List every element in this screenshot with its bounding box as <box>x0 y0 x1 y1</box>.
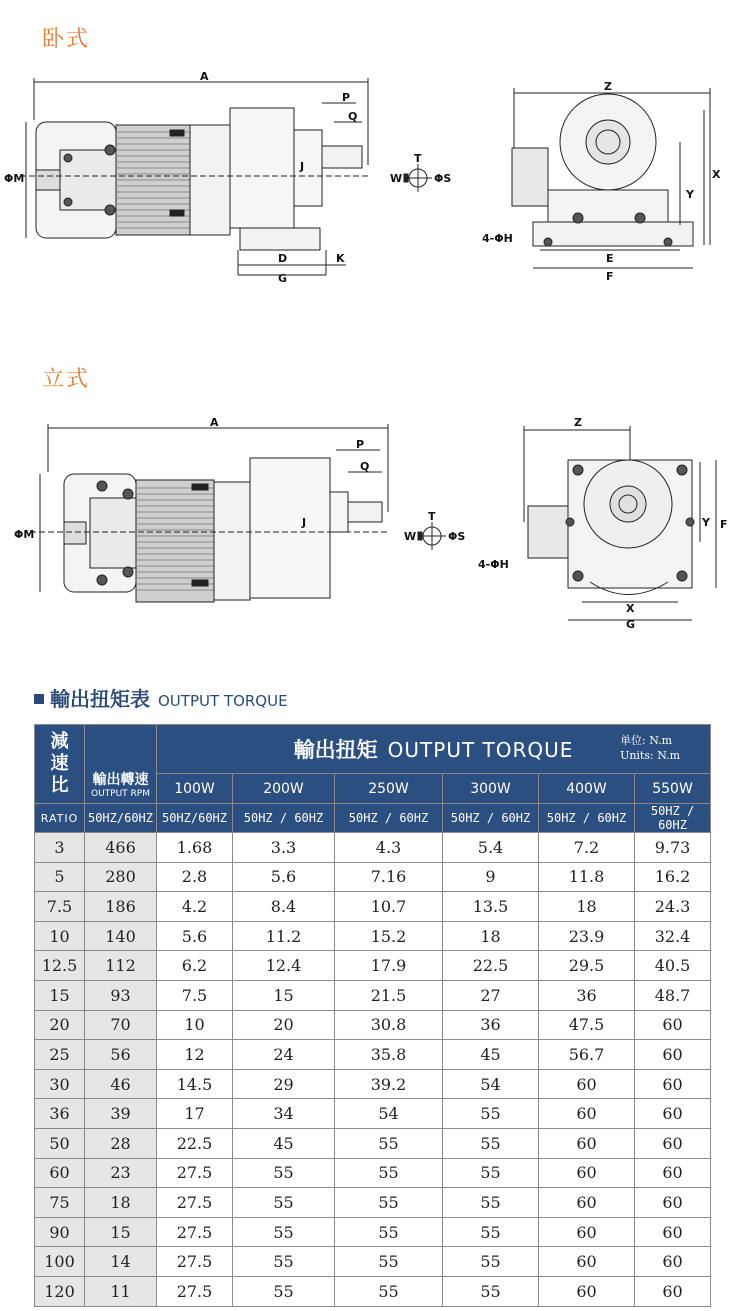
torque-cell: 10.7 <box>335 892 443 922</box>
torque-cell: 55 <box>335 1158 443 1188</box>
v-dim-label-x: X <box>626 602 635 615</box>
table-row <box>35 1217 711 1247</box>
torque-cell: 7.16 <box>335 862 443 892</box>
power-header: 250W <box>335 774 443 804</box>
torque-cell: 60 <box>539 1069 635 1099</box>
v-dim-label-s: ΦS <box>448 530 466 543</box>
rpm-cell: 280 <box>85 862 157 892</box>
torque-cell: 32.4 <box>635 921 711 951</box>
torque-cell: 54 <box>335 1099 443 1129</box>
torque-cell: 47.5 <box>539 1010 635 1040</box>
ratio-cell: 36 <box>35 1099 85 1129</box>
torque-cell: 60 <box>539 1128 635 1158</box>
torque-cell: 55 <box>335 1217 443 1247</box>
torque-title-header <box>157 725 711 774</box>
torque-cell: 11.8 <box>539 862 635 892</box>
rpm-cell: 112 <box>85 951 157 981</box>
rpm-cell: 70 <box>85 1010 157 1040</box>
hz-header: 50HZ / 60HZ <box>443 804 539 833</box>
torque-cell: 55 <box>443 1128 539 1158</box>
ratio-header-en: RATIO <box>35 804 85 833</box>
torque-cell: 55 <box>443 1099 539 1129</box>
units-en: Units: N.m <box>620 749 681 762</box>
torque-cell: 5.6 <box>157 921 233 951</box>
torque-cell: 10 <box>157 1010 233 1040</box>
torque-cell: 55 <box>443 1188 539 1218</box>
dim-label-h: 4-ΦH <box>482 232 513 245</box>
torque-cell: 27.5 <box>157 1188 233 1218</box>
ratio-cell: 3 <box>35 833 85 863</box>
torque-cell: 27 <box>443 980 539 1010</box>
torque-cell: 45 <box>443 1040 539 1070</box>
torque-cell: 5.4 <box>443 833 539 863</box>
torque-cell: 17.9 <box>335 951 443 981</box>
table-row <box>35 833 711 863</box>
ratio-header-zh-3: 比 <box>50 775 69 796</box>
ratio-header-zh-1: 減 <box>50 731 69 752</box>
torque-table <box>34 724 711 1307</box>
table-row <box>35 892 711 922</box>
torque-cell: 55 <box>443 1217 539 1247</box>
torque-cell: 9.73 <box>635 833 711 863</box>
hz-header: 50HZ / 60HZ <box>635 804 711 833</box>
torque-cell: 55 <box>335 1128 443 1158</box>
rpm-cell: 14 <box>85 1247 157 1277</box>
torque-cell: 55 <box>443 1158 539 1188</box>
torque-cell: 35.8 <box>335 1040 443 1070</box>
ratio-cell: 20 <box>35 1010 85 1040</box>
v-dim-label-y: Y <box>702 516 710 529</box>
torque-cell: 29 <box>233 1069 335 1099</box>
torque-cell: 60 <box>539 1188 635 1218</box>
torque-cell: 54 <box>443 1069 539 1099</box>
torque-cell: 4.2 <box>157 892 233 922</box>
vertical-drawing-svg <box>0 412 750 637</box>
dim-label-s: ΦS <box>434 172 452 185</box>
ratio-cell: 90 <box>35 1217 85 1247</box>
torque-cell: 7.5 <box>157 980 233 1010</box>
v-dim-label-z: Z <box>574 416 582 429</box>
ratio-cell: 10 <box>35 921 85 951</box>
torque-cell: 11.2 <box>233 921 335 951</box>
torque-table-body <box>35 833 711 1307</box>
table-row <box>35 1040 711 1070</box>
torque-cell: 60 <box>635 1040 711 1070</box>
torque-cell: 55 <box>335 1247 443 1277</box>
dim-label-z: Z <box>604 80 612 93</box>
torque-cell: 13.5 <box>443 892 539 922</box>
torque-title-zh: 輸出扭矩 <box>293 738 378 762</box>
torque-cell: 55 <box>233 1247 335 1277</box>
torque-cell: 55 <box>335 1188 443 1218</box>
torque-cell: 22.5 <box>157 1128 233 1158</box>
torque-cell: 55 <box>233 1276 335 1306</box>
rpm-header-zh: 輸出轉速 <box>92 772 149 788</box>
units-zh: 单位: N.m <box>620 734 673 747</box>
torque-cell: 55 <box>443 1247 539 1277</box>
dim-label-j: J <box>300 160 305 173</box>
rpm-cell: 28 <box>85 1128 157 1158</box>
torque-cell: 15 <box>233 980 335 1010</box>
torque-cell: 24 <box>233 1040 335 1070</box>
dim-label-q: Q <box>348 110 358 123</box>
torque-cell: 36 <box>443 1010 539 1040</box>
ratio-cell: 120 <box>35 1276 85 1306</box>
torque-cell: 5.6 <box>233 862 335 892</box>
ratio-cell: 12.5 <box>35 951 85 981</box>
table-row <box>35 1247 711 1277</box>
torque-cell: 60 <box>635 1010 711 1040</box>
torque-cell: 60 <box>539 1158 635 1188</box>
torque-cell: 14.5 <box>157 1069 233 1099</box>
dim-label-k: K <box>336 252 345 265</box>
torque-cell: 60 <box>539 1247 635 1277</box>
rpm-header-en: OUTPUT RPM <box>91 789 150 799</box>
rpm-hz-header: 50HZ/60HZ <box>85 804 157 833</box>
torque-cell: 30.8 <box>335 1010 443 1040</box>
table-row <box>35 980 711 1010</box>
torque-cell: 9 <box>443 862 539 892</box>
torque-cell: 55 <box>335 1276 443 1306</box>
table-row <box>35 1128 711 1158</box>
torque-cell: 21.5 <box>335 980 443 1010</box>
torque-cell: 17 <box>157 1099 233 1129</box>
torque-cell: 60 <box>635 1069 711 1099</box>
v-dim-label-t: T <box>428 510 436 523</box>
torque-cell: 27.5 <box>157 1217 233 1247</box>
hz-header: 50HZ / 60HZ <box>539 804 635 833</box>
table-row <box>35 862 711 892</box>
ratio-header-zh-2: 速 <box>50 753 69 774</box>
rpm-cell: 466 <box>85 833 157 863</box>
dim-label-w: W <box>390 172 403 185</box>
torque-cell: 60 <box>635 1099 711 1129</box>
torque-title-en: OUTPUT TORQUE <box>387 738 574 762</box>
torque-heading-en: OUTPUT TORQUE <box>158 692 288 710</box>
torque-cell: 22.5 <box>443 951 539 981</box>
torque-cell: 60 <box>539 1099 635 1129</box>
torque-cell: 55 <box>233 1158 335 1188</box>
rpm-cell: 93 <box>85 980 157 1010</box>
dim-label-g: G <box>278 272 288 285</box>
torque-cell: 7.2 <box>539 833 635 863</box>
v-dim-label-h: 4-ΦH <box>478 558 509 571</box>
rpm-cell: 56 <box>85 1040 157 1070</box>
v-dim-label-q: Q <box>360 460 370 473</box>
torque-cell: 1.68 <box>157 833 233 863</box>
torque-cell: 34 <box>233 1099 335 1129</box>
v-dim-label-j: J <box>302 516 307 529</box>
v-dim-label-p: P <box>356 438 365 451</box>
ratio-cell: 100 <box>35 1247 85 1277</box>
torque-cell: 3.3 <box>233 833 335 863</box>
ratio-cell: 60 <box>35 1158 85 1188</box>
torque-cell: 27.5 <box>157 1247 233 1277</box>
table-row <box>35 921 711 951</box>
v-dim-label-f: F <box>720 518 728 531</box>
torque-cell: 60 <box>635 1158 711 1188</box>
ratio-cell: 15 <box>35 980 85 1010</box>
torque-cell: 48.7 <box>635 980 711 1010</box>
hz-header: 50HZ/60HZ <box>157 804 233 833</box>
dim-label-t: T <box>414 152 422 165</box>
ratio-cell: 5 <box>35 862 85 892</box>
torque-cell: 55 <box>443 1276 539 1306</box>
v-dim-label-a: A <box>210 416 219 429</box>
power-header: 300W <box>443 774 539 804</box>
torque-cell: 60 <box>635 1188 711 1218</box>
torque-cell: 45 <box>233 1128 335 1158</box>
torque-cell: 60 <box>539 1276 635 1306</box>
torque-cell: 18 <box>539 892 635 922</box>
ratio-cell: 25 <box>35 1040 85 1070</box>
power-header: 100W <box>157 774 233 804</box>
ratio-cell: 75 <box>35 1188 85 1218</box>
torque-cell: 36 <box>539 980 635 1010</box>
ratio-cell: 50 <box>35 1128 85 1158</box>
horizontal-drawing <box>0 70 750 285</box>
dim-label-m: ΦM <box>4 172 25 185</box>
table-row <box>35 951 711 981</box>
horizontal-section-title: 卧式 <box>42 27 91 52</box>
torque-heading-zh: 輸出扭矩表 <box>50 687 150 711</box>
dim-label-y: Y <box>686 188 694 201</box>
rpm-cell: 46 <box>85 1069 157 1099</box>
torque-cell: 12.4 <box>233 951 335 981</box>
torque-cell: 60 <box>635 1247 711 1277</box>
horizontal-drawing-svg <box>0 70 750 285</box>
rpm-cell: 15 <box>85 1217 157 1247</box>
rpm-cell: 140 <box>85 921 157 951</box>
torque-heading <box>34 683 288 712</box>
torque-cell: 55 <box>233 1217 335 1247</box>
dim-label-f: F <box>606 270 614 283</box>
torque-cell: 60 <box>539 1217 635 1247</box>
v-dim-label-w: W <box>404 530 417 543</box>
rpm-cell: 186 <box>85 892 157 922</box>
torque-cell: 23.9 <box>539 921 635 951</box>
dim-label-x: X <box>712 168 721 181</box>
rpm-cell: 23 <box>85 1158 157 1188</box>
torque-cell: 40.5 <box>635 951 711 981</box>
rpm-cell: 11 <box>85 1276 157 1306</box>
table-row <box>35 1276 711 1306</box>
table-row <box>35 1099 711 1129</box>
torque-cell: 8.4 <box>233 892 335 922</box>
power-header: 200W <box>233 774 335 804</box>
torque-cell: 4.3 <box>335 833 443 863</box>
vertical-section-title: 立式 <box>42 367 91 392</box>
units-label <box>620 733 680 763</box>
torque-cell: 27.5 <box>157 1158 233 1188</box>
torque-cell: 55 <box>233 1188 335 1218</box>
torque-cell: 29.5 <box>539 951 635 981</box>
torque-cell: 18 <box>443 921 539 951</box>
torque-cell: 6.2 <box>157 951 233 981</box>
vertical-drawing <box>0 412 750 637</box>
torque-cell: 27.5 <box>157 1276 233 1306</box>
table-row <box>35 1069 711 1099</box>
torque-cell: 60 <box>635 1128 711 1158</box>
hz-header: 50HZ / 60HZ <box>233 804 335 833</box>
heading-square-icon <box>34 694 44 704</box>
hz-header: 50HZ / 60HZ <box>335 804 443 833</box>
power-header: 550W <box>635 774 711 804</box>
rpm-cell: 39 <box>85 1099 157 1129</box>
v-dim-label-g: G <box>626 618 636 631</box>
torque-cell: 20 <box>233 1010 335 1040</box>
table-row <box>35 1010 711 1040</box>
power-header: 400W <box>539 774 635 804</box>
torque-cell: 60 <box>635 1276 711 1306</box>
torque-cell: 12 <box>157 1040 233 1070</box>
v-dim-label-m: ΦM <box>14 528 35 541</box>
dim-label-a: A <box>200 70 209 83</box>
torque-cell: 56.7 <box>539 1040 635 1070</box>
torque-cell: 15.2 <box>335 921 443 951</box>
torque-cell: 16.2 <box>635 862 711 892</box>
ratio-cell: 7.5 <box>35 892 85 922</box>
rpm-cell: 18 <box>85 1188 157 1218</box>
dim-label-p: P <box>342 91 351 104</box>
table-row <box>35 1188 711 1218</box>
torque-cell: 24.3 <box>635 892 711 922</box>
torque-cell: 2.8 <box>157 862 233 892</box>
dim-label-d: D <box>278 252 288 265</box>
ratio-cell: 30 <box>35 1069 85 1099</box>
rpm-header <box>85 725 157 804</box>
torque-cell: 60 <box>635 1217 711 1247</box>
ratio-header <box>35 725 85 804</box>
table-row <box>35 1158 711 1188</box>
dim-label-e: E <box>606 252 614 265</box>
torque-cell: 39.2 <box>335 1069 443 1099</box>
